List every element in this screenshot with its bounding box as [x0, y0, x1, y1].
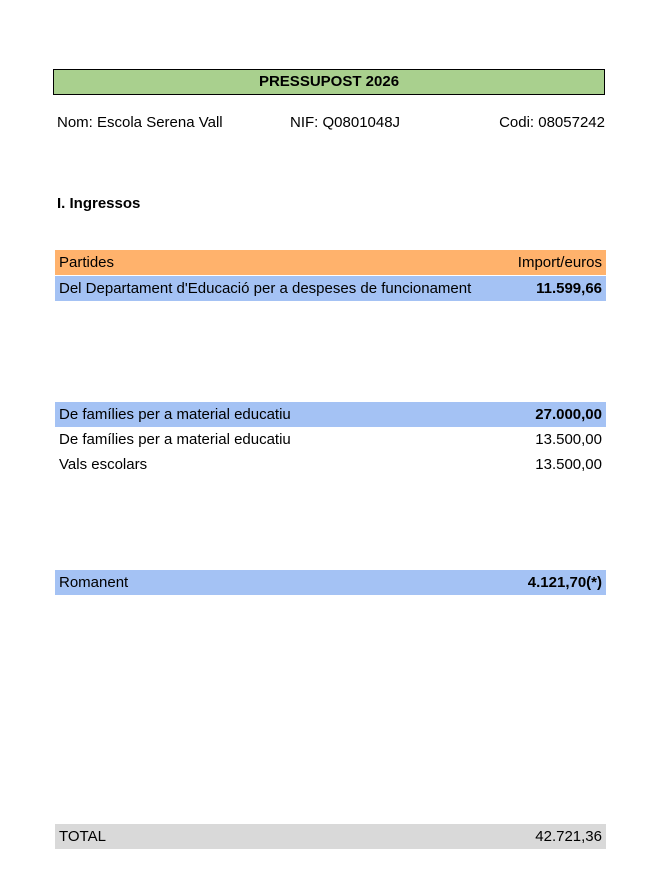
table-row — [55, 402, 606, 427]
school-name: Nom: Escola Serena Vall — [57, 114, 223, 131]
table-header-row — [55, 250, 606, 275]
total-row — [55, 824, 606, 849]
row-label: Vals escolars — [59, 456, 148, 473]
row-amount: 13.500,00 — [535, 456, 602, 473]
row-amount: 13.500,00 — [535, 431, 602, 448]
row-label: Romanent — [59, 574, 129, 591]
school-code: Codi: 08057242 — [499, 114, 605, 131]
row-amount: 27.000,00 — [535, 406, 602, 423]
header-amount: Import/euros — [517, 254, 602, 271]
row-amount: 11.599,66 — [536, 280, 602, 297]
section-title: I. Ingressos — [57, 195, 141, 212]
table-row — [55, 427, 606, 452]
total-label: TOTAL — [59, 828, 106, 845]
row-label: Del Departament d'Educació per a despeses de funcionament — [59, 280, 472, 297]
row-label: De famílies per a material educatiu — [59, 406, 291, 423]
budget-title: PRESSUPOST 2026 — [53, 69, 605, 95]
table-row — [55, 570, 606, 595]
school-nif: NIF: Q0801048J — [290, 114, 401, 131]
header-label: Partides — [59, 254, 115, 271]
row-amount: 4.121,70(*) — [527, 574, 602, 591]
row-label: De famílies per a material educatiu — [59, 431, 291, 448]
table-row — [55, 276, 606, 301]
total-amount: 42.721,36 — [535, 828, 602, 845]
table-row — [55, 452, 606, 477]
